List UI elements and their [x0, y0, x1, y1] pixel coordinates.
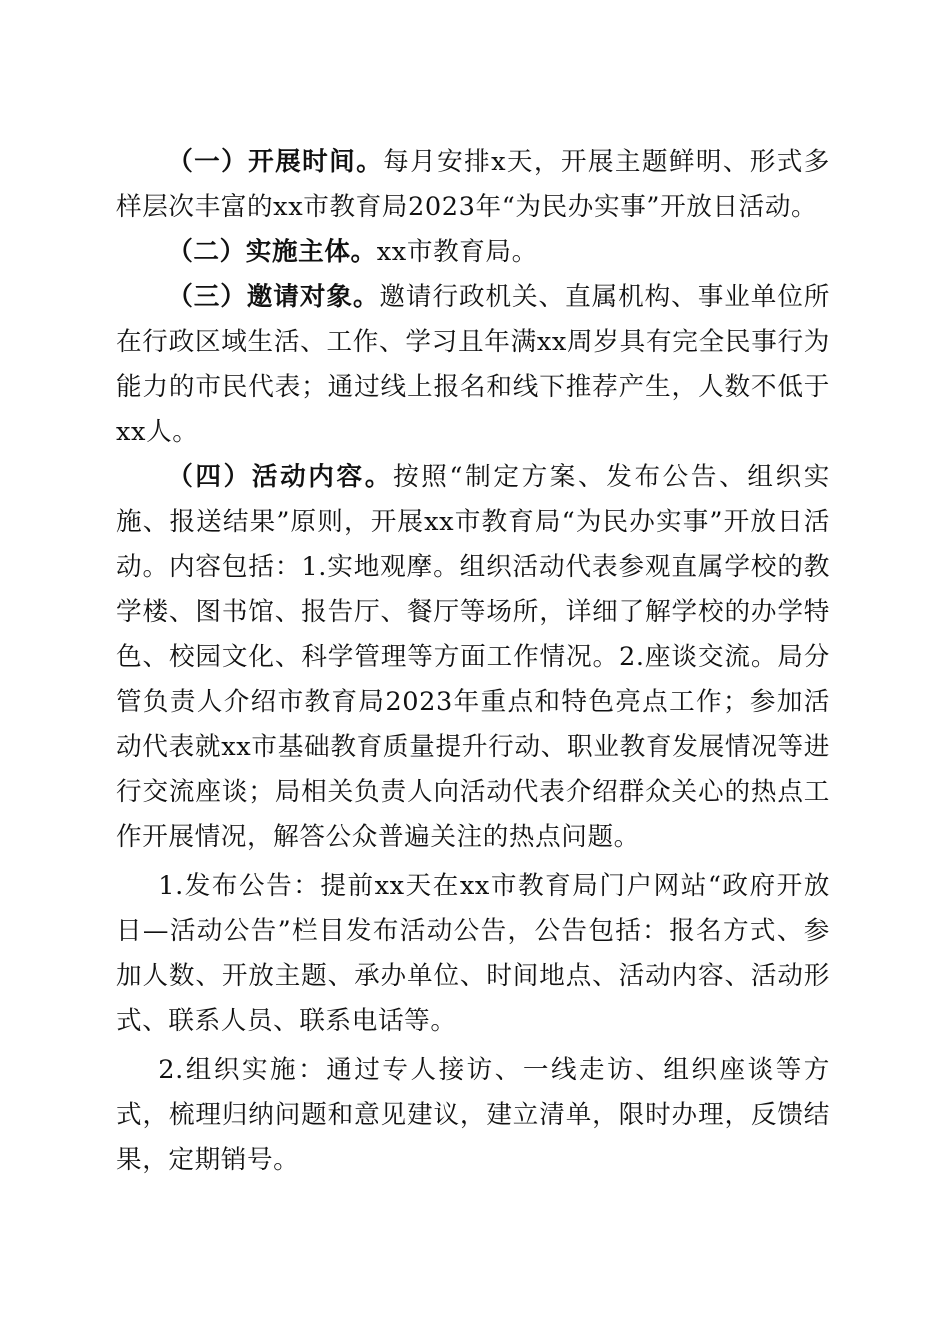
section-body: 按照“制定方案、发布公告、组织实施、报送结果”原则，开展xx市教育局“为民办实事”开放日活动。内容包括：1.实地观摩。组织活动代表参观直属学校的教学楼、图书馆、报告厅、餐厅等场所，详细了解学校的办学特色、校园文化、科学管理等方面工作情况。2.座谈交流。局分管负责人介绍市教育局2023年重点和特色亮点工作；参加活动代表就xx市基础教育质量提升行动、职业教育发展情况等进行交流座谈；局相关负责人向活动代表介绍群众关心的热点工作开展情况，解答公众普遍关注的热点问题。 — [116, 462, 830, 852]
section-invitees — [116, 275, 830, 455]
numbered-item-announcement: 1.发布公告：提前xx天在xx市教育局门户网站“政府开放日—活动公告”栏目发布活动公告，公告包括：报名方式、参加人数、开放主题、承办单位、时间地点、活动内容、活动形式、联系人员、联系电话等。 — [116, 871, 830, 1036]
section-body: xx市教育局。 — [376, 237, 538, 267]
section-time — [116, 140, 830, 230]
section-body: 邀请行政机关、直属机构、事业单位所在行政区域生活、工作、学习且年满xx周岁具有完全民事行为能力的市民代表；通过线上报名和线下推荐产生，人数不低于xx人。 — [116, 282, 830, 447]
numbered-item-implementation: 2.组织实施：通过专人接访、一线走访、组织座谈等方式，梳理归纳问题和意见建议，建立清单，限时办理，反馈结果，定期销号。 — [116, 1055, 830, 1175]
section-subject — [116, 230, 830, 275]
section-content — [116, 455, 830, 860]
section-heading: （四）活动内容。 — [167, 462, 393, 492]
section-heading: （一）开展时间。 — [167, 147, 384, 177]
section-heading: （三）邀请对象。 — [167, 282, 380, 312]
section-heading: （二）实施主体。 — [167, 237, 377, 267]
document-page — [116, 140, 830, 1183]
section-body: 每月安排x天，开展主题鲜明、形式多样层次丰富的xx市教育局2023年“为民办实事”开放日活动。 — [116, 147, 830, 222]
